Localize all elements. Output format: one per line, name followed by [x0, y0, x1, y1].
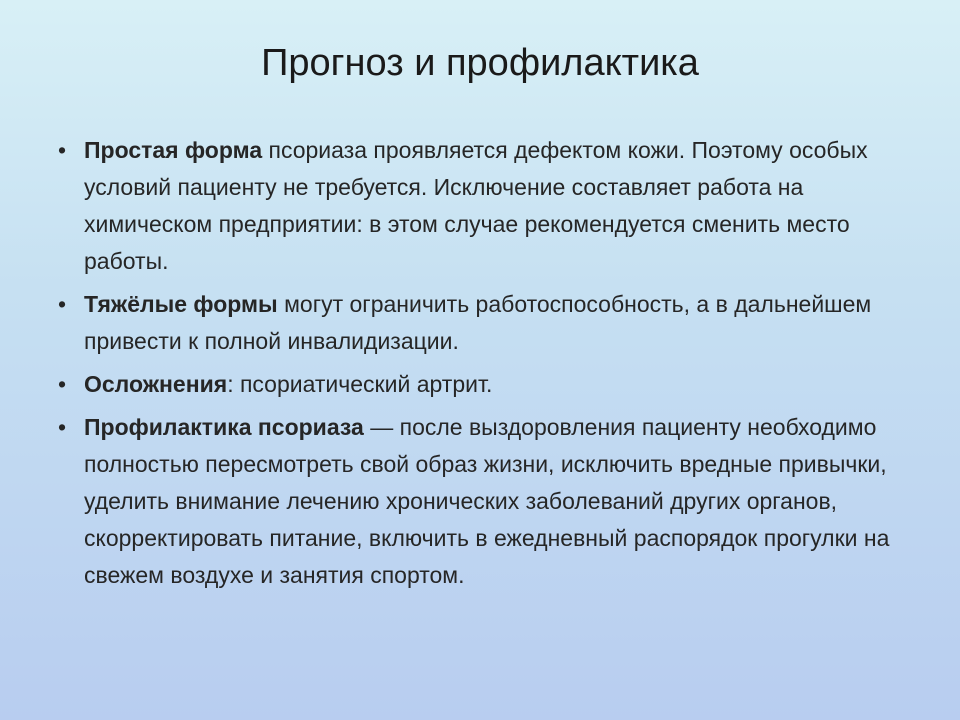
bullet-list: [56, 132, 916, 600]
bullet-text: : псориатический артрит.: [227, 371, 493, 397]
bullet-item-complications: [56, 366, 916, 403]
bullet-icon: •: [58, 414, 67, 440]
bullet-item-severe-forms: [56, 286, 916, 360]
bullet-bold-label: Простая форма: [84, 137, 263, 163]
bullet-icon: •: [58, 291, 67, 317]
bullet-icon: •: [58, 371, 67, 397]
bullet-bold-label: Профилактика псориаза: [84, 414, 364, 440]
bullet-bold-label: Тяжёлые формы: [84, 291, 278, 317]
bullet-item-simple-form: [56, 132, 916, 280]
bullet-item-prevention: [56, 409, 916, 594]
bullet-icon: •: [58, 137, 67, 163]
bullet-bold-label: Осложнения: [84, 371, 228, 397]
bullet-text: псориаза проявляется дефектом кожи. Поэтому особых условий пациенту не требуется. Исключение составляет работа на химическом предприятии: в этом случае рекомендуется сменить место работы.: [84, 137, 868, 274]
bullet-text: могут ограничить работоспособность, а в дальнейшем привести к полной инвалидизации.: [84, 291, 872, 354]
slide-title: Прогноз и профилактика: [261, 42, 699, 84]
bullet-text: — после выздоровления пациенту необходимо полностью пересмотреть свой образ жизни, исключить вредные привычки, уделить внимание лечению хронических заболеваний других органов, скорректировать питание, включить в ежедневный распорядок прогулки на свежем воздухе и занятия спортом.: [84, 414, 890, 588]
